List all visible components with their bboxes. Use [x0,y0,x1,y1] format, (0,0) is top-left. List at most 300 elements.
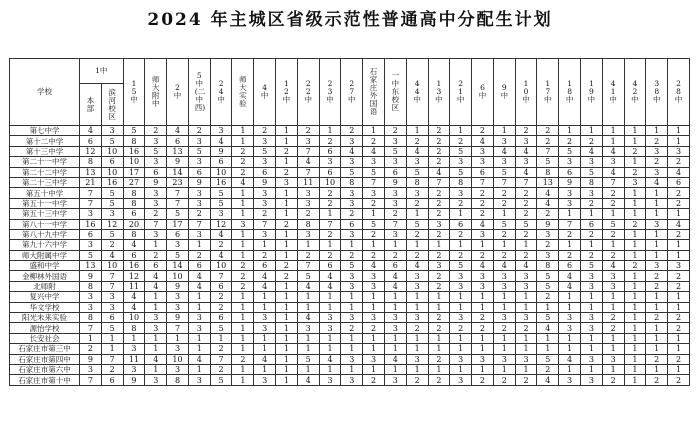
header-column [232,59,254,126]
quota-cell: 3 [668,261,690,271]
quota-cell: 3 [123,344,145,354]
quota-cell: 6 [101,157,123,167]
quota-cell: 5 [450,146,472,156]
quota-cell: 3 [145,375,167,385]
quota-cell: 3 [341,281,363,291]
quota-cell: 1 [472,292,494,302]
quota-cell: 1 [232,323,254,333]
quota-cell: 4 [188,354,210,364]
quota-cell: 5 [537,271,559,281]
quota-cell: 1 [384,302,406,312]
quota-cell: 9 [254,177,276,187]
quota-cell: 6 [188,167,210,177]
quota-cell: 1 [384,344,406,354]
quota-cell: 3 [384,136,406,146]
quota-cell: 13 [537,177,559,187]
quota-cell: 2 [341,126,363,136]
quota-cell: 1 [188,344,210,354]
quota-cell: 1 [493,333,515,343]
quota-cell: 1 [602,126,624,136]
quota-cell: 1 [297,333,319,343]
quota-cell: 1 [428,240,450,250]
quota-cell: 8 [341,177,363,187]
quota-cell: 7 [297,146,319,156]
quota-cell: 2 [450,250,472,260]
quota-cell: 4 [537,188,559,198]
quota-cell: 2 [580,198,602,208]
quota-cell: 1 [668,344,690,354]
quota-cell: 6 [668,177,690,187]
quota-cell: 1 [276,375,298,385]
table-row [10,354,690,364]
quota-cell: 2 [232,146,254,156]
quota-cell: 7 [80,188,102,198]
quota-cell: 2 [363,375,385,385]
quota-cell: 2 [101,364,123,374]
quota-cell: 2 [668,188,690,198]
quota-cell: 5 [450,261,472,271]
quota-cell: 10 [167,354,189,364]
quota-cell: 3 [319,323,341,333]
header-column-label: 24中 [217,79,225,104]
quota-cell: 1 [559,292,581,302]
quota-cell: 3 [297,198,319,208]
table-row [10,250,690,260]
quota-cell: 6 [167,229,189,239]
quota-cell: 4 [493,146,515,156]
header-column-label: 41中 [609,79,617,104]
school-name: 北师附 [10,281,80,291]
quota-cell: 12 [210,219,232,229]
quota-cell: 3 [668,146,690,156]
header-column [297,59,319,126]
quota-cell: 3 [80,209,102,219]
quota-cell: 1 [580,302,602,312]
quota-cell: 3 [384,188,406,198]
quota-cell: 2 [428,209,450,219]
quota-cell: 1 [276,188,298,198]
quota-cell: 3 [101,209,123,219]
quota-cell: 7 [515,177,537,187]
quota-cell: 16 [210,177,232,187]
quota-cell: 1 [276,302,298,312]
quota-cell: 8 [123,136,145,146]
school-name: 第二十三中学 [10,177,80,187]
quota-cell: 1 [145,292,167,302]
quota-cell: 1 [668,292,690,302]
quota-cell: 1 [363,344,385,354]
quota-cell: 11 [123,354,145,364]
header-column-label: 9中 [500,83,508,100]
quota-cell: 2 [668,323,690,333]
quota-cell: 1 [602,292,624,302]
quota-cell: 3 [363,281,385,291]
quota-cell: 1 [602,302,624,312]
header-column-label: 6中 [478,83,487,100]
header-column-label: 18中 [565,79,574,104]
quota-cell: 2 [559,229,581,239]
quota-cell: 2 [428,126,450,136]
quota-cell: 7 [101,271,123,281]
quota-cell: 9 [145,177,167,187]
quota-cell: 1 [624,271,646,281]
quota-cell: 1 [319,126,341,136]
quota-cell: 1 [254,344,276,354]
quota-cell: 2 [363,250,385,260]
quota-cell: 3 [646,146,668,156]
quota-cell: 2 [254,250,276,260]
quota-cell: 1 [624,240,646,250]
quota-cell: 4 [254,354,276,364]
quota-cell: 4 [145,354,167,364]
quota-cell: 1 [406,126,428,136]
quota-cell: 3 [515,136,537,146]
quota-cell: 1 [515,344,537,354]
quota-cell: 1 [145,344,167,354]
quota-cell: 1 [406,364,428,374]
quota-cell: 2 [363,136,385,146]
quota-cell: 2 [428,198,450,208]
quota-cell: 3 [384,198,406,208]
quota-cell: 4 [515,146,537,156]
quota-cell: 2 [406,136,428,146]
quota-cell: 2 [624,219,646,229]
quota-cell: 6 [384,261,406,271]
quota-cell: 3 [167,240,189,250]
quota-cell: 2 [319,188,341,198]
quota-cell: 7 [167,188,189,198]
quota-cell: 3 [406,281,428,291]
quota-cell: 5 [210,375,232,385]
quota-cell: 11 [123,281,145,291]
quota-cell: 5 [537,157,559,167]
quota-cell: 5 [450,167,472,177]
quota-cell: 1 [472,240,494,250]
quota-cell: 1 [624,323,646,333]
quota-cell: 5 [101,198,123,208]
quota-cell: 4 [210,229,232,239]
quota-cell: 3 [341,271,363,281]
quota-cell: 1 [319,302,341,312]
table-row [10,344,690,354]
quota-cell: 3 [341,375,363,385]
quota-cell: 4 [297,281,319,291]
quota-cell: 3 [297,229,319,239]
quota-cell: 1 [319,364,341,374]
quota-cell: 2 [232,354,254,364]
header-column [602,59,624,126]
quota-cell: 9 [210,146,232,156]
quota-cell: 1 [668,126,690,136]
quota-cell: 2 [537,209,559,219]
quota-cell: 8 [123,188,145,198]
header-sub-column [101,84,123,126]
quota-cell: 1 [646,126,668,136]
quota-cell: 1 [232,209,254,219]
quota-cell: 1 [450,292,472,302]
quota-cell: 4 [537,323,559,333]
quota-cell: 1 [624,198,646,208]
quota-cell: 1 [624,126,646,136]
school-name: 师大附属中学 [10,250,80,260]
quota-cell: 3 [123,364,145,374]
quota-cell: 6 [384,167,406,177]
quota-cell: 1 [450,344,472,354]
quota-cell: 3 [167,302,189,312]
quota-cell: 2 [515,209,537,219]
quota-cell: 7 [297,261,319,271]
header-school: 学校 [10,59,80,126]
quota-cell: 2 [406,198,428,208]
quota-cell: 1 [472,302,494,312]
quota-cell: 1 [406,333,428,343]
quota-cell: 2 [668,157,690,167]
quota-cell: 1 [254,302,276,312]
quota-cell: 10 [210,261,232,271]
quota-cell: 11 [297,177,319,187]
header-column-label: 10中 [522,79,530,104]
quota-cell: 2 [668,313,690,323]
quota-cell: 23 [167,177,189,187]
quota-cell: 3 [493,157,515,167]
quota-cell: 5 [297,271,319,281]
table-row [10,177,690,187]
header-column-label: 2中 [173,83,182,100]
quota-cell: 4 [80,126,102,136]
quota-cell: 4 [537,198,559,208]
quota-cell: 4 [646,177,668,187]
quota-cell: 3 [341,354,363,364]
quota-cell: 2 [428,354,450,364]
table-row [10,281,690,291]
header-column [167,59,189,126]
quota-cell: 4 [188,281,210,291]
quota-cell: 3 [559,313,581,323]
quota-cell: 13 [80,167,102,177]
quota-cell: 13 [80,261,102,271]
quota-cell: 2 [646,157,668,167]
quota-cell: 1 [276,364,298,374]
quota-cell: 8 [297,219,319,229]
quota-cell: 5 [537,354,559,364]
header-column-label: 22中 [304,79,312,104]
quota-cell: 1 [515,292,537,302]
quota-cell: 5 [101,323,123,333]
quota-cell: 1 [624,136,646,146]
quota-cell: 2 [493,375,515,385]
quota-cell: 1 [276,198,298,208]
school-name: 盛和中学 [10,261,80,271]
quota-cell: 1 [493,364,515,374]
quota-cell: 1 [580,333,602,343]
quota-cell: 6 [145,261,167,271]
table-row [10,198,690,208]
page-title: 2024 年主城区省级示范性普通高中分配生计划 [147,10,553,30]
quota-cell: 4 [602,146,624,156]
header-column [580,59,602,126]
quota-cell: 2 [428,271,450,281]
quota-cell: 4 [515,261,537,271]
table-row [10,209,690,219]
school-name: 第五十一中学 [10,198,80,208]
quota-cell: 1 [101,333,123,343]
quota-cell: 1 [646,198,668,208]
quota-cell: 1 [428,364,450,374]
quota-cell: 2 [363,229,385,239]
quota-cell: 4 [145,281,167,291]
quota-cell: 1 [406,209,428,219]
quota-cell: 3 [254,198,276,208]
quota-cell: 5 [123,126,145,136]
header-column [341,59,363,126]
quota-cell: 1 [319,333,341,343]
quota-cell: 3 [363,188,385,198]
quota-cell: 3 [384,157,406,167]
quota-cell: 16 [123,146,145,156]
quota-cell: 6 [254,167,276,177]
quota-cell: 5 [493,219,515,229]
quota-cell: 1 [319,240,341,250]
quota-cell: 1 [602,136,624,146]
quota-cell: 1 [276,344,298,354]
quota-cell: 1 [232,188,254,198]
quota-cell: 2 [450,229,472,239]
quota-cell: 4 [537,375,559,385]
quota-cell: 7 [145,219,167,229]
table-row [10,126,690,136]
quota-cell: 1 [602,209,624,219]
quota-cell: 2 [232,281,254,291]
quota-cell: 5 [101,188,123,198]
quota-cell: 10 [210,167,232,177]
quota-cell: 1 [123,333,145,343]
quota-cell: 3 [319,375,341,385]
quota-cell: 3 [188,229,210,239]
quota-cell: 1 [559,209,581,219]
quota-cell: 4 [559,354,581,364]
quota-cell: 3 [101,302,123,312]
quota-cell: 3 [515,157,537,167]
school-name: 第二十一中学 [10,157,80,167]
quota-cell: 3 [450,313,472,323]
quota-cell: 3 [580,354,602,364]
quota-cell: 2 [145,126,167,136]
quota-cell: 5 [210,198,232,208]
quota-cell: 5 [188,146,210,156]
quota-cell: 1 [406,292,428,302]
header-column-label: 19中 [587,79,596,104]
quota-cell: 2 [276,167,298,177]
quota-cell: 1 [646,344,668,354]
quota-cell: 4 [232,177,254,187]
quota-cell: 2 [406,375,428,385]
quota-cell: 2 [319,198,341,208]
quota-cell: 1 [232,198,254,208]
quota-cell: 5 [515,219,537,229]
quota-cell: 3 [428,261,450,271]
quota-cell: 1 [450,364,472,374]
quota-cell: 1 [537,302,559,312]
quota-cell: 8 [80,281,102,291]
quota-cell: 10 [101,167,123,177]
quota-cell: 2 [297,126,319,136]
table-row [10,323,690,333]
quota-cell: 2 [188,126,210,136]
quota-cell: 2 [276,146,298,156]
quota-cell: 6 [101,375,123,385]
quota-cell: 2 [559,136,581,146]
quota-cell: 1 [276,209,298,219]
header-column-label: 13中 [435,79,443,104]
quota-cell: 1 [254,364,276,374]
quota-cell: 9 [188,177,210,187]
quota-cell: 6 [210,281,232,291]
quota-cell: 2 [646,354,668,364]
quota-cell: 1 [624,209,646,219]
quota-cell: 2 [254,209,276,219]
quota-cell: 3 [580,271,602,281]
quota-cell: 5 [145,146,167,156]
quota-cell: 3 [472,281,494,291]
quota-cell: 5 [341,261,363,271]
quota-cell: 3 [254,136,276,146]
quota-cell: 1 [276,126,298,136]
quota-cell: 2 [646,281,668,291]
table-row [10,240,690,250]
quota-cell: 2 [537,364,559,374]
quota-cell: 3 [559,198,581,208]
quota-cell: 1 [450,302,472,312]
table-row [10,261,690,271]
quota-cell: 1 [472,344,494,354]
quota-cell: 6 [254,261,276,271]
quota-cell: 9 [167,157,189,167]
quota-cell: 21 [80,177,102,187]
quota-cell: 1 [559,333,581,343]
quota-cell: 1 [384,364,406,374]
quota-cell: 2 [602,188,624,198]
quota-cell: 4 [406,261,428,271]
quota-cell: 3 [580,323,602,333]
quota-cell: 3 [254,375,276,385]
quota-cell: 8 [123,323,145,333]
quota-cell: 5 [602,219,624,229]
quota-cell: 5 [537,313,559,323]
quota-cell: 2 [232,271,254,281]
quota-cell: 1 [646,364,668,374]
school-name: 第十三中学 [10,146,80,156]
quota-cell: 3 [80,364,102,374]
quota-cell: 1 [646,209,668,219]
quota-cell: 1 [493,344,515,354]
quota-cell: 1 [602,364,624,374]
table-row [10,375,690,385]
header-column [123,59,145,126]
quota-cell: 1 [145,302,167,312]
quota-cell: 2 [80,344,102,354]
header-column [188,59,210,126]
quota-cell: 3 [341,198,363,208]
quota-cell: 12 [123,271,145,281]
quota-cell: 1 [515,364,537,374]
table-row [10,219,690,229]
quota-cell: 2 [537,240,559,250]
quota-cell: 3 [80,292,102,302]
header-column-label: 师大附中 [151,75,160,108]
header-column [363,59,385,126]
quota-cell: 1 [624,354,646,364]
quota-cell: 1 [624,229,646,239]
